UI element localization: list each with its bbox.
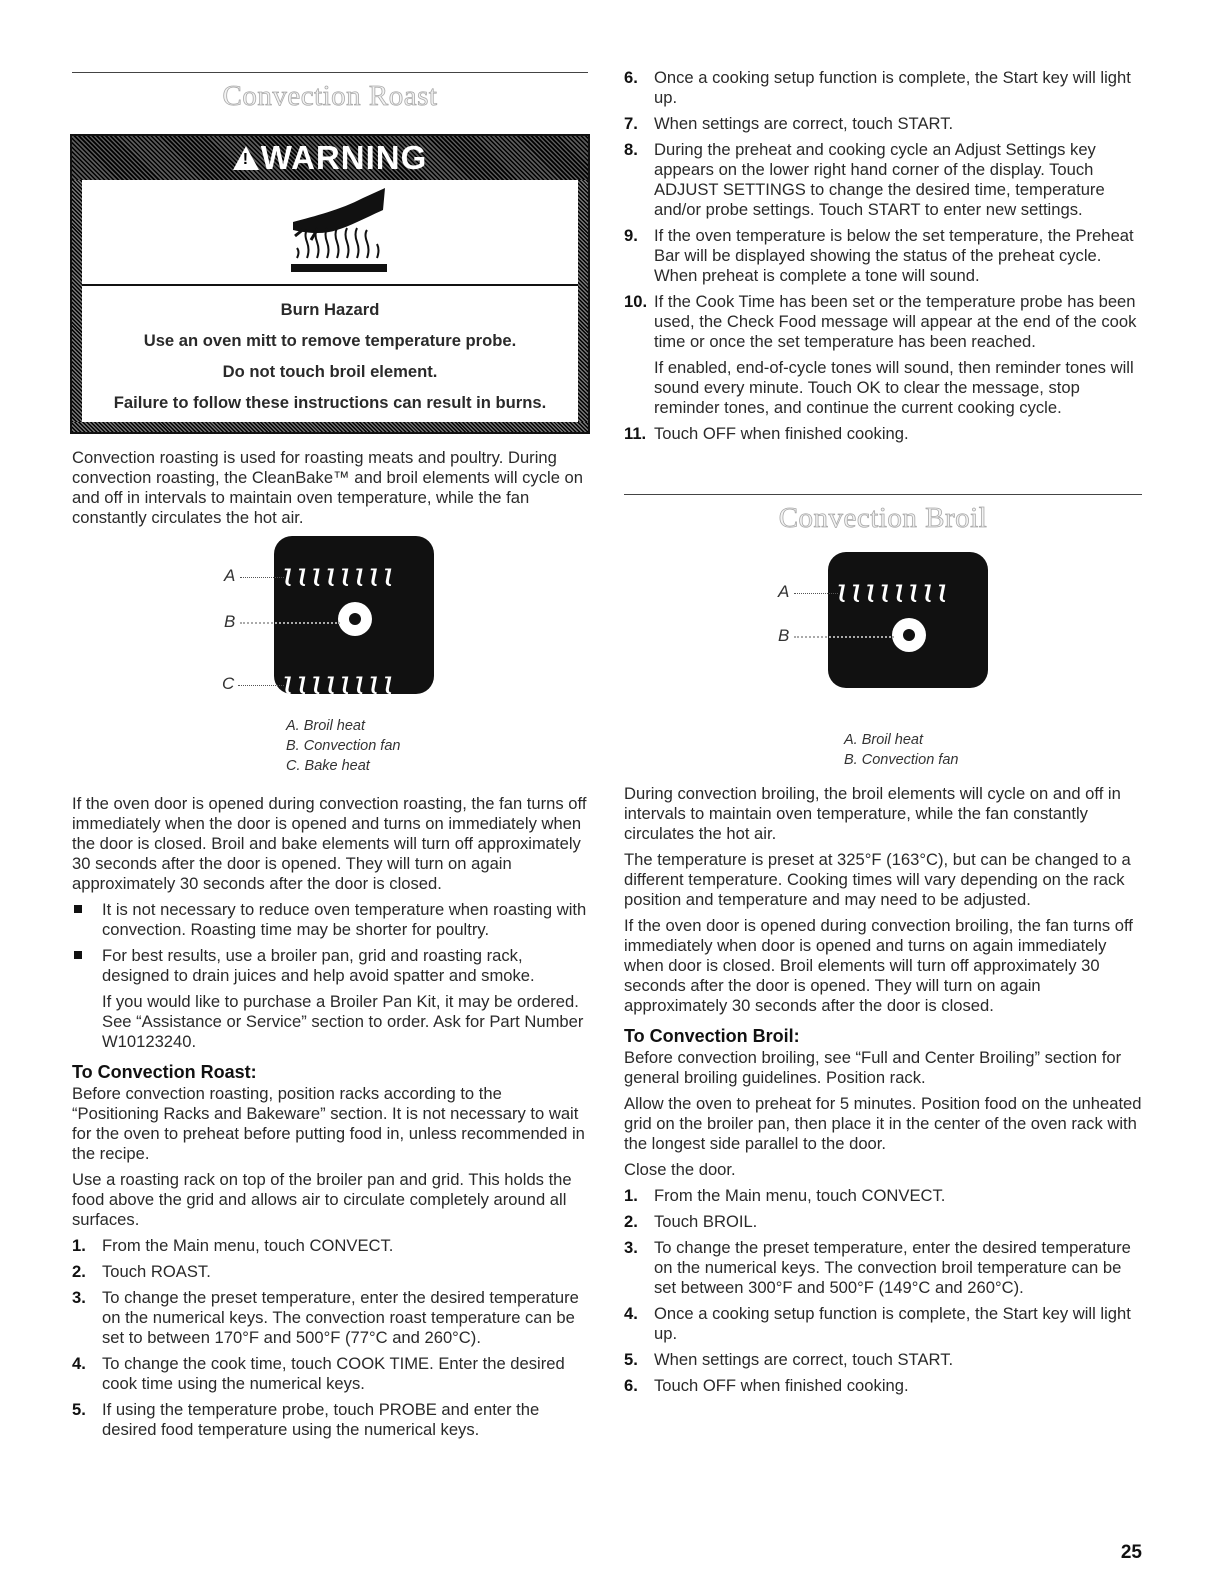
step-number: 5. [624,1350,638,1369]
convection-broil-diagram [766,552,1066,692]
list-item [624,1212,1142,1232]
list-item [624,1238,1142,1298]
list-item [624,140,1142,220]
broiler-pan-note: If you would like to purchase a Broiler Pan Kit, it may be ordered. See “Assistance or Service” section to order. Ask for Part Number W10123240. [102,992,584,1051]
roast-para-2: Use a roasting rack on top of the broiler pan and grid. This holds the food above the grid and allows air to circulate completely around all surfaces. [72,1170,572,1229]
diagram-label-c: C [222,674,235,693]
roast-body [72,794,588,1446]
step-number: 5. [72,1400,86,1419]
diagram-label-b: B [224,612,236,631]
step-text: Once a cooking setup function is complete, the Start key will light up. [654,68,1131,107]
step-number: 4. [72,1354,86,1373]
step-text: If the Cook Time has been set or the temperature probe has been used, the Check Food message will appear at the end of the cook time or once the set temperature has been reached. [654,292,1137,351]
step-text: Touch OFF when finished cooking. [654,1376,909,1395]
step-text: Once a cooking setup function is complete, the Start key will light up. [654,1304,1131,1343]
step-number: 2. [624,1212,638,1231]
convection-roast-diagram [212,536,512,703]
warning-body [72,180,588,422]
warning-inner [82,180,578,422]
broil-sub-para-3: Close the door. [624,1160,736,1179]
step-text: From the Main menu, touch CONVECT. [654,1186,946,1205]
bullet-mark [72,900,102,940]
bullet-mark [72,946,102,986]
warning-triangle-icon: ! [233,146,259,170]
list-item [72,900,588,940]
step-number: 9. [624,226,638,245]
step-text: To change the cook time, touch COOK TIME. Enter the desired cook time using the numerical keys. [102,1354,565,1393]
list-item [72,1400,588,1440]
caption-a: A. Broil heat [844,732,923,748]
step-text: Touch OFF when finished cooking. [654,424,909,443]
section-title-convection-broil: Convection Broil [778,502,988,534]
list-item [624,68,1142,108]
step-number: 7. [624,114,638,133]
caption-c: C. Bake heat [286,758,370,774]
warning-text [82,286,578,413]
diagram-label-a: A [778,582,790,601]
callout-line-c [238,685,284,686]
roast-steps-continued [624,68,1142,450]
list-item [624,1304,1142,1344]
caption-b: B. Convection fan [286,738,401,754]
warning-title: WARNING [260,139,428,176]
step-number: 4. [624,1304,638,1323]
step-number: 8. [624,140,638,159]
callout-line-a [794,593,838,594]
list-item [624,292,1142,352]
list-item [624,1376,1142,1396]
step-text: When settings are correct, touch START. [654,1350,954,1369]
section-title-convection-roast: Convection Roast [222,80,438,112]
warning-line-hazard: Burn Hazard [280,300,380,319]
step-number: 6. [624,1376,638,1395]
list-item [624,226,1142,286]
list-item [624,424,1142,444]
list-item [72,1354,588,1394]
bullet-text: For best results, use a broiler pan, grid and roasting rack, designed to drain juices and help avoid spatter and smoke. [102,946,535,985]
step-text: When settings are correct, touch START. [654,114,954,133]
to-convection-roast-heading: To Convection Roast: [72,1062,257,1082]
list-item [624,114,1142,134]
warning-right-hatch [578,180,588,422]
broil-para-3: If the oven door is opened during convection broiling, the fan turns off immediately when door is opened and turns on again immediately when door is closed. Broil elements will turn off approximately 30 seconds after the door is opened. They will turn on again approximately 30 seconds after the door is closed. [624,916,1133,1015]
step-text: From the Main menu, touch CONVECT. [102,1236,394,1255]
page-number: 25 [1120,1542,1142,1563]
step-number: 1. [624,1186,638,1205]
broil-para-1: During convection broiling, the broil elements will cycle on and off in intervals to maintain oven temperature, while the fan constantly circulates the hot air. [624,784,1121,843]
step-text: Touch ROAST. [102,1262,211,1281]
step-number: 3. [72,1288,86,1307]
warning-header [72,136,588,180]
intro-paragraph: Convection roasting is used for roasting meats and poultry. During convection roasting, the CleanBake™ and broil elements will cycle on and off in intervals to maintain oven temperature, while the fan constantly circulates the hot air. [72,448,583,527]
broil-heat-element: ɩɩɩɩɩɩɩɩ [282,555,397,595]
step-10-note: If enabled, end-of-cycle tones will sound, then reminder tones will sound every minute. Touch OK to clear the message, stop reminder tones, and continue the current cooking cycle. [654,358,1134,417]
list-item [72,1236,588,1256]
door-paragraph: If the oven door is opened during convection roasting, the fan turns off immediately when the door is opened and turns on immediately when the door is closed. Broil and bake elements will turn off approximately 30 seconds after the door is opened. They will turn on again approximately 30 seconds after the door is closed. [72,794,587,893]
list-item [624,1186,1142,1206]
broil-diagram-caption [844,730,958,770]
step-text: To change the preset temperature, enter the desired temperature on the numerical keys. The convection roast temperature can be set to between 170°F and 500°F (77°C and 260°C). [102,1288,579,1347]
callout-line-b [240,622,340,624]
roast-steps [72,1236,588,1440]
caption-a: A. Broil heat [286,718,365,734]
step-number: 1. [72,1236,86,1255]
step-text: Touch BROIL. [654,1212,758,1231]
warning-box [70,134,590,434]
burn-hazard-hand-icon [285,188,395,278]
step-number: 2. [72,1262,86,1281]
step-text: To change the preset temperature, enter the desired temperature on the numerical keys. The convection broil temperature can be set between 300°F and 500°F (149°C and 260°C). [654,1238,1131,1297]
roast-bullets [72,900,588,986]
roast-diagram-caption [286,716,400,776]
convection-fan-icon [892,618,926,652]
warning-line-mitt: Use an oven mitt to remove temperature probe. [143,331,517,350]
step-number: 3. [624,1238,638,1257]
list-item [624,1350,1142,1370]
list-item [72,1288,588,1348]
caption-b: B. Convection fan [844,752,959,768]
to-convection-broil-heading: To Convection Broil: [624,1026,800,1046]
warning-bottom-hatch [72,422,588,432]
step-number: 6. [624,68,638,87]
callout-line-a [240,577,284,578]
list-item [72,946,588,986]
callout-line-b [794,636,894,638]
broil-steps [624,1186,1142,1396]
step-text: During the preheat and cooking cycle an Adjust Settings key appears on the lower right hand corner of the display. Touch ADJUST SETTINGS to change the desired time, temperature and/or probe settings. Touch START to enter new settings. [654,140,1105,219]
step-number: 11. [624,424,647,443]
top-rule [72,72,588,73]
broil-para-2: The temperature is preset at 325°F (163°C), but can be changed to a different temperature. Cooking times will vary depending on the rack position and temperature and may need to be adjusted. [624,850,1131,909]
diagram-label-b: B [778,626,790,645]
step-text: If the oven temperature is below the set temperature, the Preheat Bar will be displayed showing the status of the preheat cycle. When preheat is complete a tone will sound. [654,226,1134,285]
roast-para-1: Before convection roasting, position racks according to the “Positioning Racks and Bakeware” section. It is not necessary to wait for the oven to preheat before putting food in, unless recommended in the recipe. [72,1084,585,1163]
list-item [72,1262,588,1282]
broil-sub-para-1: Before convection broiling, see “Full and Center Broiling” section for general broiling guidelines. Position rack. [624,1048,1122,1087]
section-rule [624,494,1142,495]
broil-body [624,784,1142,1402]
convection-fan-icon [338,602,372,636]
warning-line-failure: Failure to follow these instructions can result in burns. [113,393,547,412]
warning-line-broil: Do not touch broil element. [222,362,438,381]
step-number: 10. [624,292,648,311]
broil-heat-element: ɩɩɩɩɩɩɩɩ [836,571,951,611]
bullet-text: It is not necessary to reduce oven temperature when roasting with convection. Roasting time may be shorter for poultry. [102,900,587,939]
warning-image-area [82,180,578,286]
bake-heat-element: ɩɩɩɩɩɩɩɩ [282,663,397,703]
broil-sub-para-2: Allow the oven to preheat for 5 minutes. Position food on the unheated grid on the broiler pan, then place it in the center of the oven rack with the longest side parallel to the door. [624,1094,1142,1153]
step-text: If using the temperature probe, touch PROBE and enter the desired food temperature using the numerical keys. [102,1400,540,1439]
warning-left-hatch [72,180,82,422]
diagram-label-a: A [224,566,236,585]
